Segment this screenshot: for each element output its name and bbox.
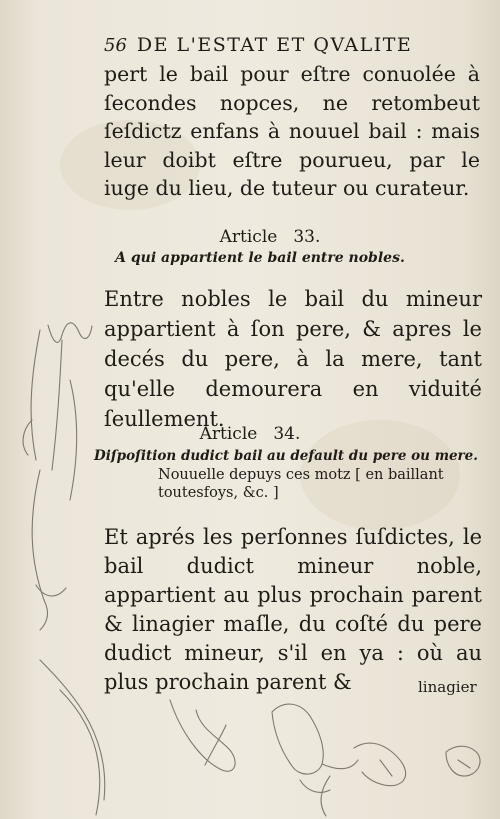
sketch-line	[446, 746, 480, 776]
paragraph-continuation: pert le bail pour eſtre conuolée à ſecondes nopces, ne retombeut ſeſdictz enfans à nouuel bail : mais leur doibt eſtre pourueu, par le iuge du lieu, de tuteur ou curateur.	[104, 62, 480, 200]
sketch-line	[52, 340, 62, 470]
marginal-note: Nouuelle depuys ces motz [ en baillant toutesfoys, &c. ]	[158, 467, 444, 501]
sketch-line	[70, 380, 77, 500]
article-number: 34.	[273, 424, 301, 444]
running-title: DE L'ESTAT ET QVALITE	[136, 34, 413, 56]
sketch-line	[300, 780, 330, 792]
paragraph-article-33: Entre nobles le bail du mineur appartient à ſon pere, & apres le decés du pere, à la mere, tant qu'elle demourera en viduité ſeullement.	[104, 287, 482, 431]
article-label: Article	[199, 424, 258, 444]
article-subtitle: Diſpoſition dudict bail au default du pere ou mere.	[94, 448, 478, 464]
sketch-line	[380, 760, 392, 776]
sketch-line	[23, 420, 32, 455]
sketch-line	[354, 743, 406, 786]
sketch-line	[458, 760, 470, 768]
sketch-line	[321, 776, 330, 816]
sketch-line	[272, 704, 323, 774]
sketch-line	[322, 760, 358, 769]
sketch-line	[48, 323, 92, 343]
sketch-line	[31, 330, 40, 460]
sketch-line	[170, 700, 235, 771]
catchword: linagier	[418, 678, 477, 696]
article-subtitle: A qui appartient le bail entre nobles.	[115, 250, 405, 266]
sketch-line	[32, 470, 44, 600]
article-number: 33.	[293, 227, 321, 247]
sketch-line	[60, 690, 100, 815]
page-number: 56	[104, 35, 127, 56]
article-label: Article	[219, 227, 278, 247]
paragraph-article-34: Et aprés les perſonnes ſuſdictes, le bail dudict mineur noble, appartient au plus prochain parent & linagier maſle, du coſté du pere dudict mineur, s'il en ya : où au plus prochain parent &	[104, 525, 482, 694]
sketch-line	[36, 585, 66, 630]
sketch-line	[40, 660, 105, 800]
